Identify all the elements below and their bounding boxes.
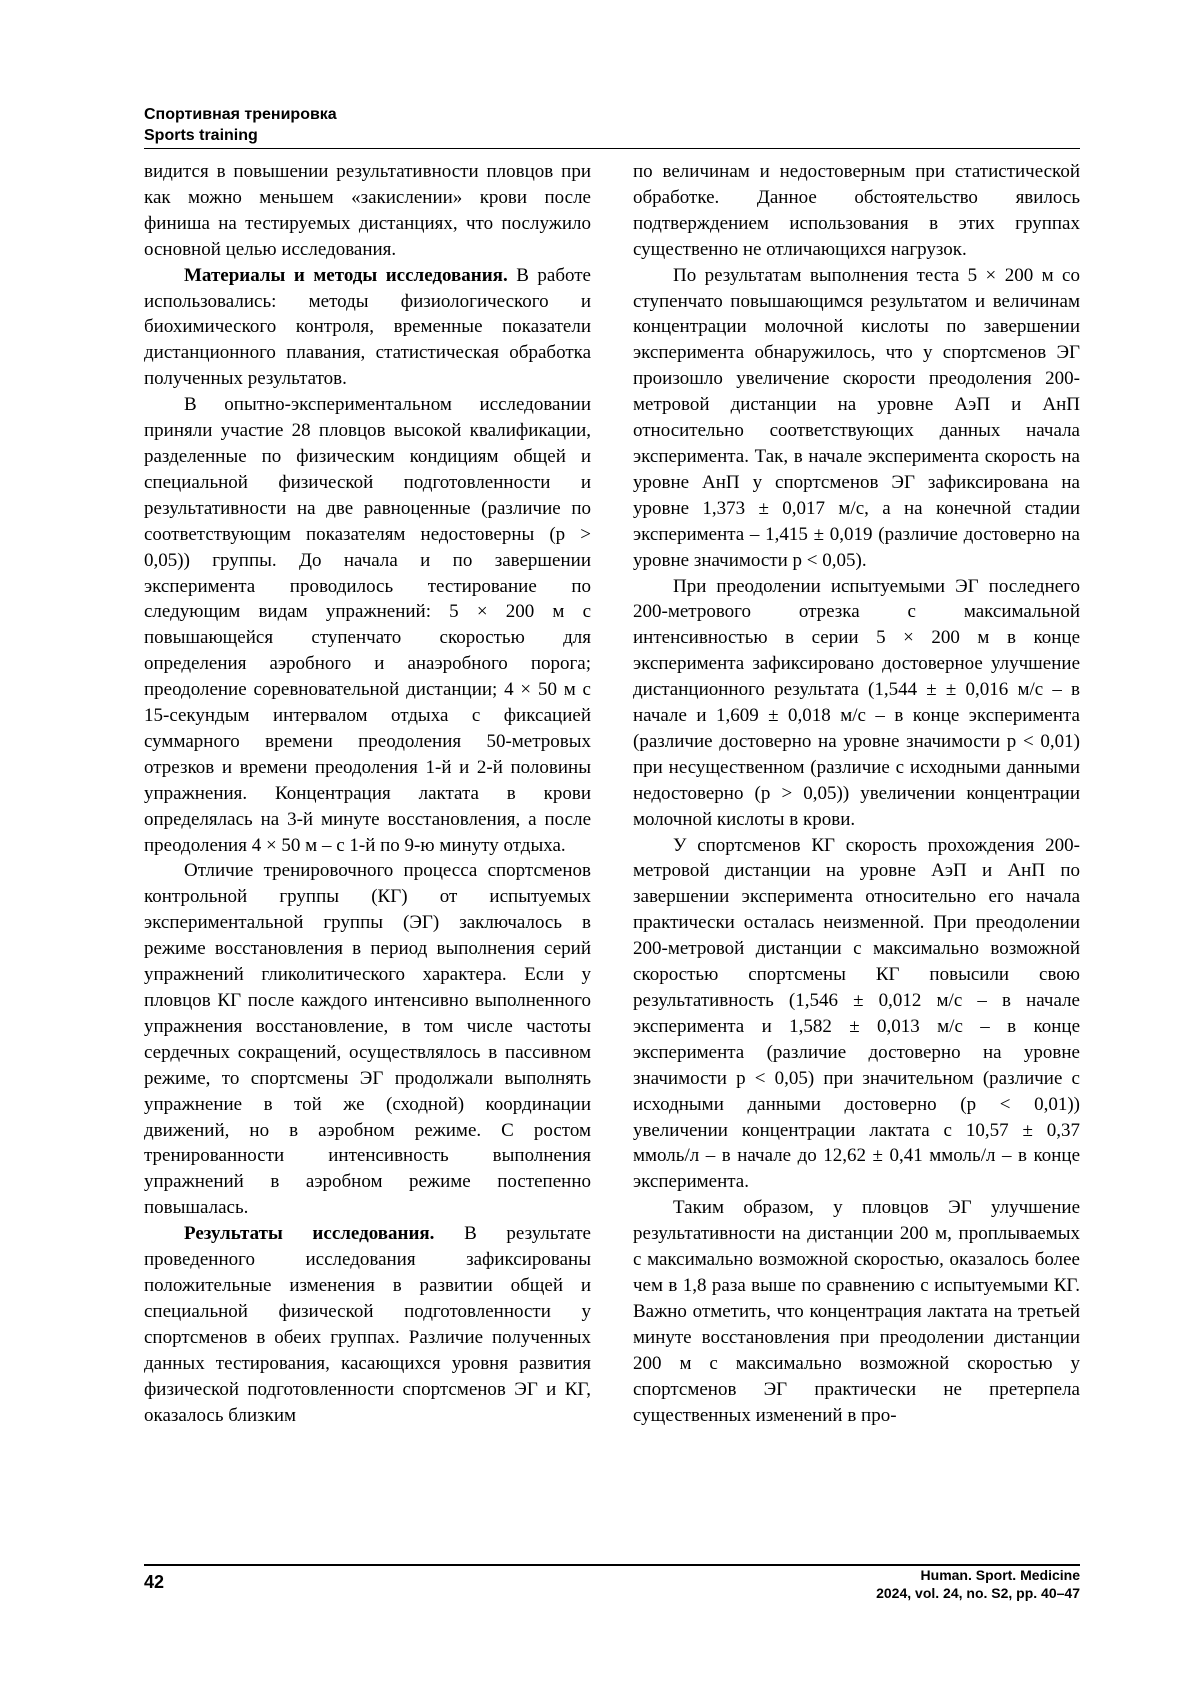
- section-title-ru: Спортивная тренировка: [144, 106, 337, 123]
- paragraph: Отличие тренировочного процесса спортсменов контрольной группы (КГ) от испытуемых экспериментальной группы (ЭГ) заключалось в режиме восстановления в период выполнения серий упражнений гликолитического характера. Если у пловцов КГ после каждого интенсивно выполненного упражнения восстановление, в том числе частоты сердечных сокращений, осуществлялось в пассивном режиме, то спортсмены ЭГ продолжали выполнять упражнение в той же (сходной) координации движений, но в аэробном режиме. С ростом тренированности интенсивность выполнения упражнений в аэробном режиме постепенно повышалась.: [144, 860, 591, 1219]
- journal-issue: 2024, vol. 24, no. S2, pp. 40–47: [876, 1585, 1080, 1601]
- paragraph: При преодолении испытуемыми ЭГ последнего 200-метрового отрезка с максимальной интенсивностью в серии 5 × 200 м в конце эксперимента зафиксировано достоверное улучшение дистанционного результата (1,544 ± ± 0,016 м/с – в начале и 1,609 ± 0,018 м/с – в конце эксперимента (различие достоверно на уровне значимости p < 0,01) при несущественном (различие с исходными данными недостоверно (p > 0,05)) увеличении концентрации молочной кислоты в крови.: [633, 575, 1080, 830]
- methods-text: В работе использовались: методы физиологического и биохимического контроля, временные показатели дистанционного плавания, статистическая обработка полученных результатов.: [144, 264, 591, 390]
- page-number: 42: [144, 1572, 165, 1592]
- paragraph-results: [144, 1221, 591, 1428]
- running-header: [144, 104, 1080, 146]
- left-column: [144, 159, 591, 1428]
- journal-name: Human. Sport. Medicine: [920, 1567, 1080, 1583]
- section-title-en: Sports training: [144, 127, 258, 144]
- results-heading: Результаты исследования.: [184, 1223, 435, 1245]
- paragraph: По результатам выполнения теста 5 × 200 м со ступенчато повышающимся результатом и величинам концентрации молочной кислоты по завершении эксперимента обнаружилось, что у спортсменов ЭГ произошло увеличение скорости преодоления 200-метровой дистанции на уровне АэП и АнП относительно соответствующих данных начала эксперимента. Так, в начале эксперимента скорость на уровне АнП у спортсменов ЭГ зафиксирована на уровне 1,373 ± 0,017 м/с, а на конечной стадии эксперимента – 1,415 ± 0,019 (различие достоверно на уровне значимости p < 0,05).: [633, 264, 1080, 571]
- right-column: [633, 159, 1080, 1428]
- header-rule: [144, 148, 1080, 149]
- paragraph: Таким образом, у пловцов ЭГ улучшение результативности на дистанции 200 м, проплываемых с максимально возможной скоростью, оказалось более чем в 1,8 раза выше по сравнению с испытуемыми КГ. Важно отметить, что концентрация лактата на третьей минуте восстановления при преодолении дистанции 200 м с максимально возможной скоростью у спортсменов ЭГ практически не претерпела существенных изменений в про-: [633, 1197, 1080, 1426]
- paragraph: по величинам и недостоверным при статистической обработке. Данное обстоятельство явилось подтверждением использования в этих группах существенно не отличающихся нагрузок.: [633, 161, 1080, 260]
- methods-heading: Материалы и методы исследования.: [184, 264, 508, 286]
- paragraph: видится в повышении результативности пловцов при как можно меньшем «закислении» крови после финиша на тестируемых дистанциях, что послужило основной целью исследования.: [144, 161, 591, 260]
- paragraph: В опытно-экспериментальном исследовании приняли участие 28 пловцов высокой квалификации, разделенные по физическим кондициям общей и специальной физической подготовленности и результативности на две равноценные (различие по соответствующим показателям недостоверны (p > 0,05)) группы. До начала и по завершении эксперимента проводилось тестирование по следующим видам упражнений: 5 × 200 м с повышающейся ступенчато скоростью для определения аэробного и анаэробного порога; преодоление соревновательной дистанции; 4 × 50 м с 15-секундым интервалом отдыха с фиксацией суммарного времени преодоления 50-метровых отрезков и времени преодоления 1-й и 2-й половины упражнения. Концентрация лактата в крови определялась на 3-й минуте восстановления, а после преодоления 4 × 50 м – с 1-й по 9-ю минуту отдыха.: [144, 394, 591, 856]
- paragraph-methods: [144, 263, 591, 393]
- journal-info: [876, 1566, 1080, 1602]
- results-text: В результате проведенного исследования зафиксированы положительные изменения в развитии общей и специальной физической подготовленности у спортсменов в обеих группах. Различие полученных данных тестирования, касающихся уровня развития физической подготовленности спортсменов ЭГ и КГ, оказалось близким: [144, 1223, 591, 1426]
- paragraph: У спортсменов КГ скорость прохождения 200-метровой дистанции на уровне АэП и АнП по завершении эксперимента относительно его начала практически осталась неизменной. При преодолении 200-метровой дистанции с максимально возможной скоростью спортсмены КГ повысили свою результативность (1,546 ± 0,012 м/с – в начале эксперимента и 1,582 ± 0,013 м/с – в конце эксперимента (различие достоверно на уровне значимости p < 0,05) при значительном (различие с исходными данными достоверно (p < 0,01)) увеличении концентрации лактата с 10,57 ± 0,37 ммоль/л – в начале до 12,62 ± 0,41 ммоль/л – в конце эксперимента.: [633, 834, 1080, 1193]
